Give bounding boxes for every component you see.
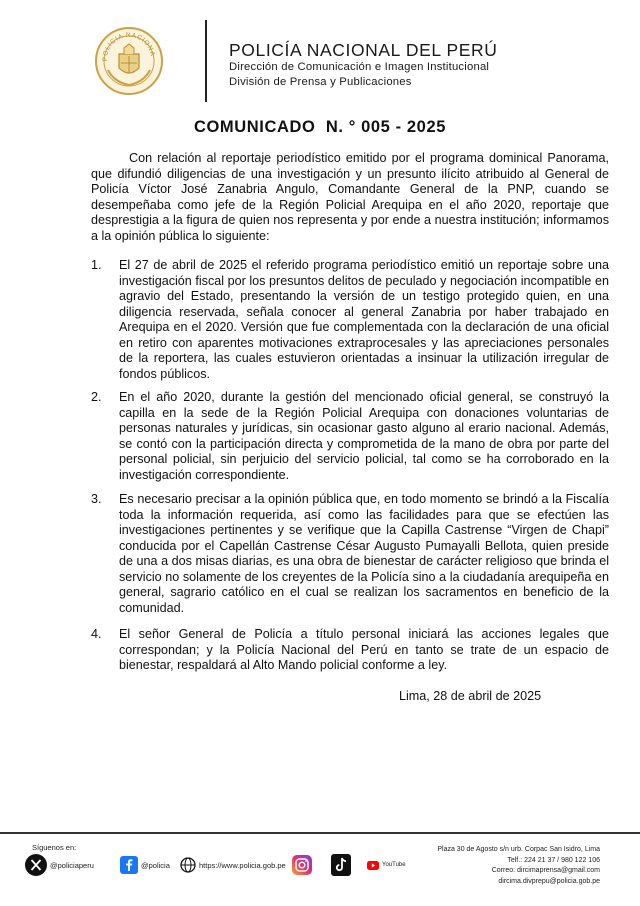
- social-tiktok-link[interactable]: [331, 852, 351, 878]
- item-number: 3.: [91, 492, 102, 506]
- social-youtube-link[interactable]: [367, 852, 406, 878]
- pnp-seal-logo: [94, 26, 164, 96]
- header-divider: [205, 20, 207, 102]
- footer-divider: [0, 832, 640, 834]
- svg-text:POLICIA NACIONAL: POLICIA NACIONA: [101, 31, 156, 62]
- intro-text: Con relación al reportaje periodístico emitido por el programa dominical Panorama, que difundió diligencias de una investigación y un presunto ilícito atribuido al General de Policía Víctor José Zanabria Angulo, Comandante General de la PNP, cuando se desempeñaba como jefe de la Región Policial Arequipa en el año 2020, reportaje que desprestigia a la figura de quien nos representa y por ende a nuestra institución; informamos a la opinión pública lo siguiente:: [91, 151, 609, 243]
- instagram-icon: [292, 855, 312, 875]
- item-text: En el año 2020, durante la gestión del mencionado oficial general, se construyó la capilla en la sede de la Región Policial Arequipa con donaciones voluntarias de personas naturales y jurídicas, sin ocasionar gasto alguno al erario nacional. Además, se contó con la participación directa y comprometida de la mano de obra por parte del personal policial, sin perjuicio del servicio policial, tal como se ha corroborado en la investigación correspondiente.: [119, 390, 609, 482]
- org-division: División de Prensa y Publicaciones: [229, 76, 412, 88]
- website-link[interactable]: [180, 852, 286, 878]
- item-number: 4.: [91, 627, 102, 641]
- facebook-icon: [120, 856, 138, 874]
- youtube-icon: [367, 861, 379, 870]
- list-item: [91, 492, 609, 616]
- org-title: POLICÍA NACIONAL DEL PERÚ: [229, 40, 498, 60]
- social-label: YouTube: [382, 862, 406, 868]
- contact-email[interactable]: Correo: dircimaprensa@gmail.com: [491, 867, 600, 875]
- social-label: https://www.policia.gob.pe: [199, 860, 286, 870]
- contact-block: [437, 845, 600, 887]
- list-item: [91, 627, 609, 674]
- social-x-link[interactable]: [25, 852, 94, 878]
- item-number: 2.: [91, 390, 102, 404]
- list-item: [91, 258, 609, 382]
- item-number: 1.: [91, 258, 102, 272]
- x-icon: [25, 854, 47, 876]
- list-item: [91, 390, 609, 483]
- social-label: @policia: [141, 860, 170, 870]
- item-text: El 27 de abril de 2025 el referido programa periodístico emitió un reportaje sobre una investigación fiscal por los presuntos delitos de peculado y negociación incompatible en agravio del Estado, presentando la versión de un testigo protegido quien, en una diligencia reservada, señala conocer al general Zanabria por haber trabajado en Arequipa en el 2020. Versión que fue complementada con la declaración de una oficial en retiro con aparentes motivaciones extraprocesales y las apreciaciones personales de la reportera, las cuales estuvieron orientadas a insinuar la utilización irregular de fondos públicos.: [119, 258, 609, 381]
- social-facebook-link[interactable]: [120, 852, 170, 878]
- item-text: Es necesario precisar a la opinión pública que, en todo momento se brindó a la Fiscalía toda la información requerida, así como las facilidades para que se efectúen las investigaciones pertinentes y se verifique que la Capilla Castrense “Virgen de Chapi” conducida por el Capellán Castrense César Augusto Pumayalli Bellota, quien preside de una a dos misas diarias, es una obra de bienestar de carácter religioso que brinda el servicio no solamente de los creyentes de la Policía sino a la ciudadanía arequipeña en general, sagrario católico en el cual se realizan los sacramentos en beneficio de la comunidad.: [119, 492, 609, 615]
- item-text: El señor General de Policía a título personal iniciará las acciones legales que correspondan; y la Policía Nacional del Perú en tanto se trate de un espacio de bienestar, respaldará al Alto Mando policial conforme a ley.: [119, 627, 609, 672]
- globe-icon: [180, 857, 196, 873]
- tiktok-icon: [331, 854, 351, 876]
- intro-paragraph: [91, 151, 609, 244]
- contact-email-secondary[interactable]: dircima.divprepu@policia.gob.pe: [498, 877, 600, 885]
- organization-block: [229, 40, 498, 90]
- org-directorate: Dirección de Comunicación e Imagen Institucional: [229, 61, 490, 73]
- follow-label: Síguenos en:: [32, 843, 77, 852]
- document-title: COMUNICADO N. ° 005 - 2025: [193, 118, 447, 136]
- social-label: @policiaperu: [50, 860, 94, 870]
- date-line: Lima, 28 de abril de 2025: [399, 689, 542, 703]
- social-instagram-link[interactable]: [292, 852, 312, 878]
- contact-address: Plaza 30 de Agosto s/n urb. Corpac San Isidro, Lima: [437, 846, 600, 853]
- contact-phone: Telf.: 224 21 37 / 980 122 106: [507, 856, 600, 864]
